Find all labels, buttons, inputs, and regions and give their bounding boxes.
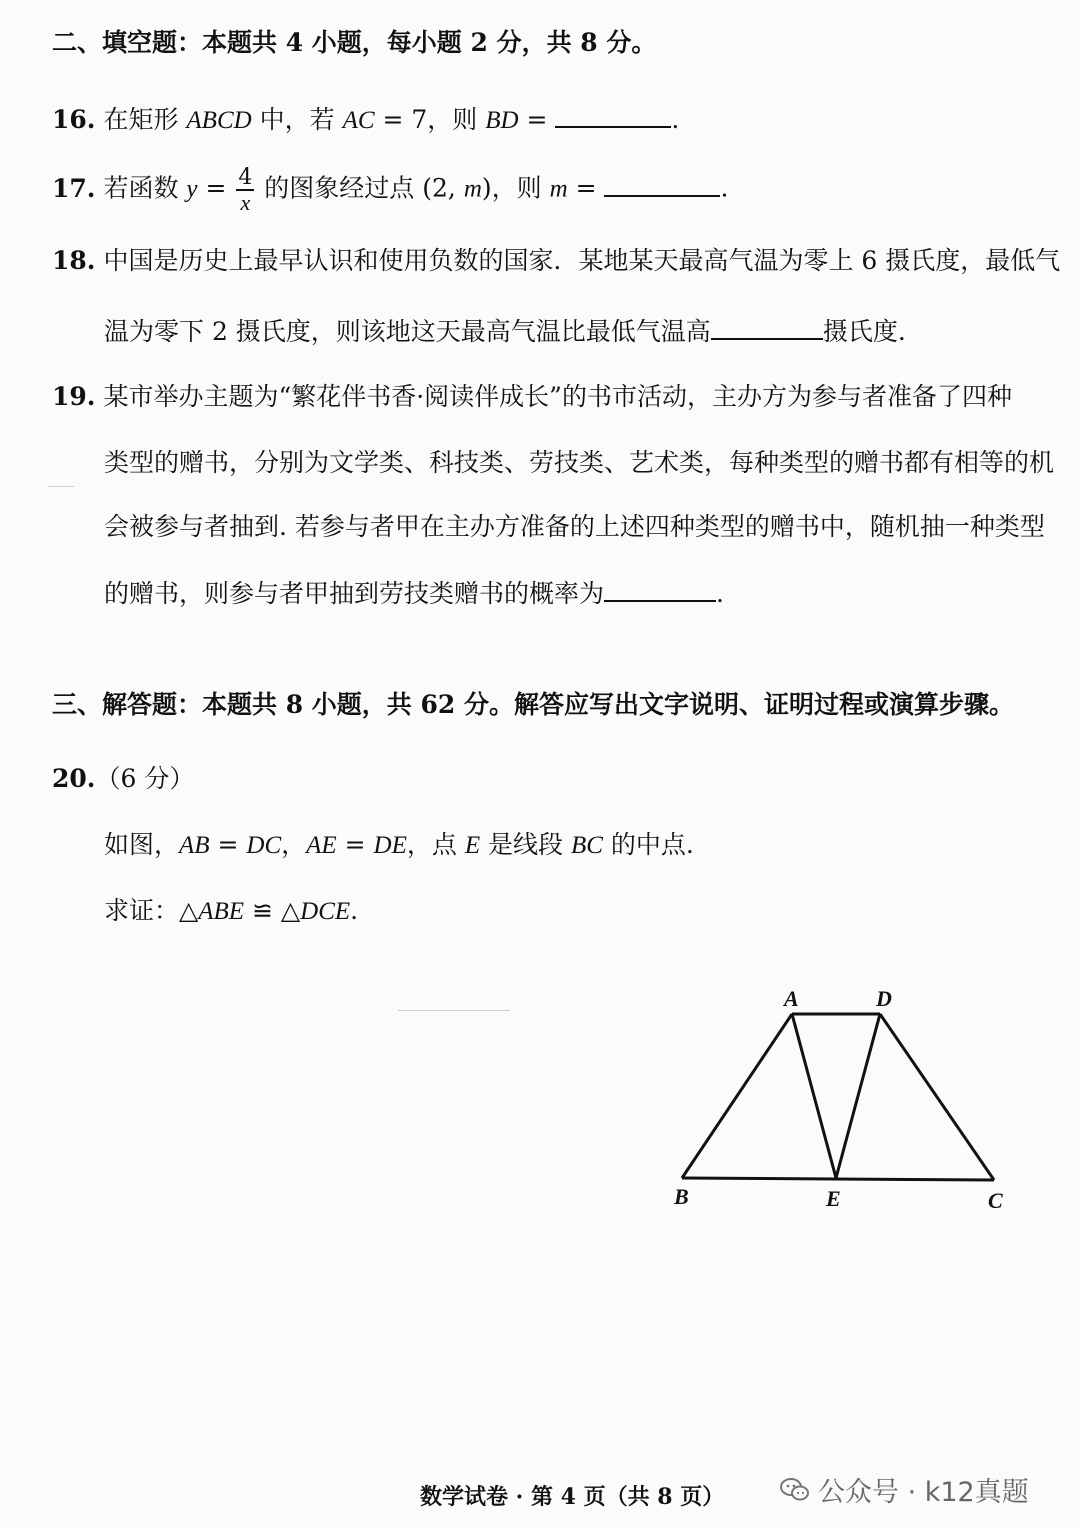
fraction-numerator: 4 — [238, 165, 253, 190]
segment-ae — [792, 1014, 836, 1178]
question-number: 16. — [52, 105, 96, 134]
q18-text: 摄氏度. — [822, 317, 906, 346]
math-e: E — [464, 832, 481, 859]
q20-text: ， — [281, 830, 307, 859]
math-dce: DCE — [300, 898, 351, 925]
math-m: m — [549, 175, 568, 203]
congruent-symbol: ≌ — [244, 896, 281, 925]
segment-ab — [682, 1014, 792, 1178]
prove-end: . — [350, 896, 359, 925]
triangle-symbol: △ — [179, 896, 199, 925]
q16-text: = 7，则 — [374, 105, 486, 134]
q17-text: = — [567, 173, 605, 203]
math-bd: BD — [485, 107, 519, 134]
q20-text: = — [336, 830, 374, 859]
point-label-a: A — [784, 986, 799, 1011]
q18-text: 温为零下 2 摄氏度，则该地这天最高气温比最低气温高 — [104, 317, 711, 346]
math-abcd: ABCD — [186, 107, 252, 134]
question-number: 18. — [52, 246, 96, 275]
q16-end: . — [671, 105, 680, 134]
point-label-d: D — [876, 986, 892, 1011]
question-number: 19. — [52, 382, 96, 411]
q20-text: 如图， — [104, 830, 180, 859]
q17-end: . — [720, 173, 729, 203]
fraction-denominator: x — [240, 190, 251, 216]
math-dc: DC — [246, 832, 282, 859]
q17-text: )，则 — [481, 173, 550, 203]
math-bc: BC — [571, 832, 603, 859]
q16-text: = — [518, 105, 556, 134]
segment-de — [836, 1014, 880, 1178]
question-score: （6 分） — [95, 764, 195, 793]
point-label-b: B — [674, 1184, 689, 1209]
prove-label: 求证： — [104, 896, 180, 925]
question-number: 20. — [52, 764, 96, 793]
segment-bc — [682, 1178, 994, 1180]
wechat-watermark — [780, 1470, 1029, 1509]
math-abe: ABE — [198, 898, 245, 925]
q17-text: 若函数 — [103, 173, 187, 203]
math-ae: AE — [306, 832, 337, 859]
q17-eq: = — [197, 173, 235, 203]
triangle-symbol: △ — [280, 896, 301, 925]
math-y: y — [186, 175, 198, 203]
math-m: m — [463, 175, 482, 203]
q20-text: 的中点. — [602, 830, 694, 859]
watermark-text: 公众号 · k12真题 — [818, 1477, 1029, 1508]
q18-text: 中国是历史上最早认识和使用负数的国家．某地某天最高气温为零上 6 摄氏度，最低气 — [103, 246, 1061, 275]
math-ab: AB — [179, 832, 210, 859]
point-label-e: E — [826, 1186, 841, 1211]
q16-text: 在矩形 — [103, 105, 187, 134]
q19-text: 某市举办主题为“繁花伴书香·阅读伴成长”的书市活动，主办方为参与者准备了四种 — [103, 382, 1012, 411]
q19-text: 的赠书，则参与者甲抽到劳技类赠书的概率为 — [104, 579, 605, 608]
q16-text: 中，若 — [251, 105, 343, 134]
wechat-icon — [780, 1477, 810, 1503]
page-footer: 数学试卷 · 第 4 页（共 8 页） — [420, 1484, 725, 1510]
section3-heading: 三、解答题：本题共 8 小题，共 62 分。解答应写出文字说明、证明过程或演算步骤。 — [52, 690, 1015, 719]
question-number: 17. — [52, 173, 96, 203]
q20-text: ，点 — [406, 830, 465, 859]
math-ac: AC — [342, 107, 375, 134]
q20-text: 是线段 — [480, 830, 572, 859]
q17-text: 的图象经过点 (2, — [256, 173, 464, 203]
question-19-line-2: 类型的赠书，分别为文学类、科技类、劳技类、艺术类，每种类型的赠书都有相等的机 — [104, 448, 1055, 477]
section2-heading: 二、填空题：本题共 4 小题，每小题 2 分，共 8 分。 — [52, 28, 657, 57]
math-de: DE — [373, 832, 407, 859]
segment-dc — [880, 1014, 994, 1180]
point-label-c: C — [988, 1188, 1003, 1213]
q19-end: . — [716, 579, 724, 608]
question-19-line-3: 会被参与者抽到. 若参与者甲在主办方准备的上述四种类型的赠书中，随机抽一种类型 — [104, 512, 1045, 541]
q20-text: = — [209, 830, 247, 859]
